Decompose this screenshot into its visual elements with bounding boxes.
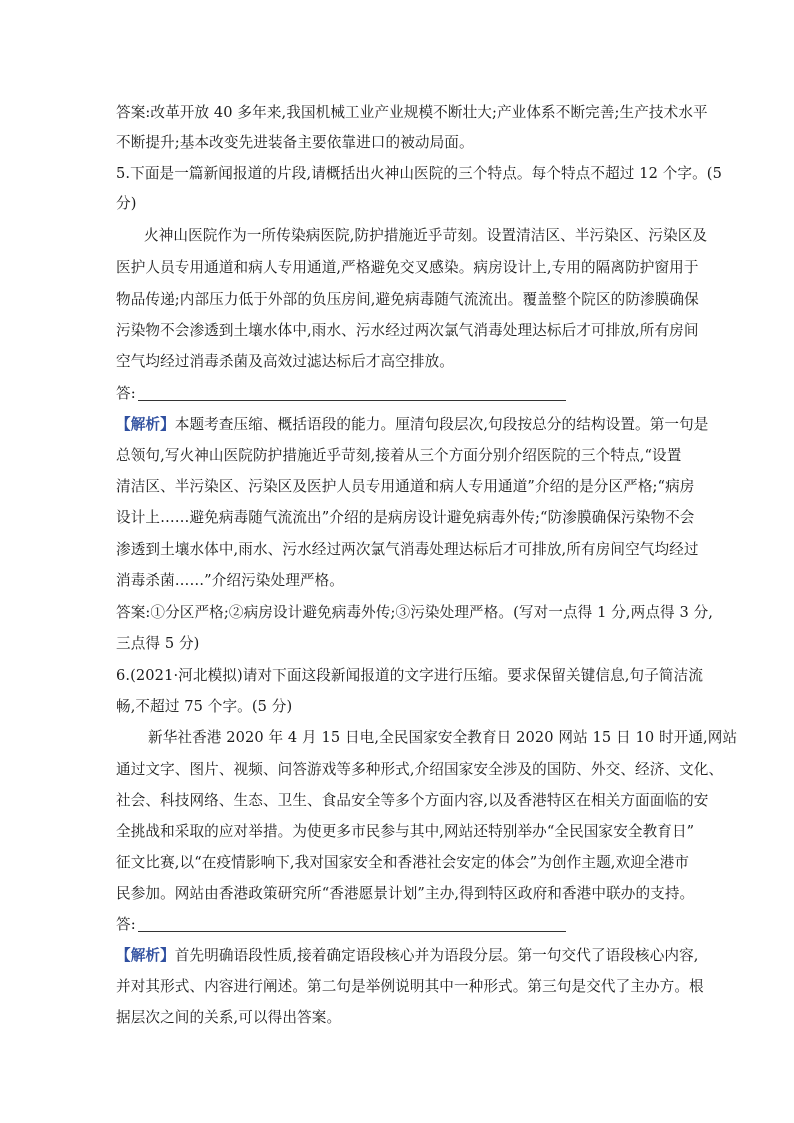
- q5-answer-line: 答案:①分区严格;②病房设计避免病毒外传;③污染处理严格。(写对一点得 1 分,两点得 3 分,: [116, 604, 714, 621]
- q6-answer-field[interactable]: [116, 915, 686, 935]
- q5-analysis-line: 设计上……避免病毒随气流流出”介绍的是病房设计避免病毒外传;“防渗膜确保污染物不会: [116, 509, 695, 526]
- answer-blank-line: [138, 399, 566, 401]
- q6-analysis-line: 据层次之间的关系,可以得出答案。: [116, 1009, 342, 1026]
- answer-intro-line: 不断提升;基本改变先进装备主要依靠进口的被动局面。: [116, 134, 474, 151]
- q6-passage-line: 社会、科技网络、生态、卫生、食品安全等多个方面内容,以及香港特区在相关方面面临的安: [116, 792, 709, 809]
- q5-passage-line: 医护人员专用通道和病人专用通道,严格避免交叉感染。病房设计上,专用的隔离防护窗用于: [116, 259, 699, 276]
- q6-passage-line: 全挑战和采取的应对举措。为使更多市民参与其中,网站还特别举办“全民国家安全教育日”: [116, 823, 695, 840]
- q5-analysis-line: [116, 415, 709, 435]
- q5-answer-line: 三点得 5 分): [116, 635, 200, 652]
- q5-answer-field[interactable]: [116, 384, 686, 404]
- q6-passage-line: 通过文字、图片、视频、问答游戏等多种形式,介绍国家安全涉及的国防、外交、经济、文化、: [116, 761, 724, 778]
- q5-passage-line: 空气均经过消毒杀菌及高效过滤达标后才高空排放。: [116, 353, 454, 370]
- answer-blank-line: [138, 930, 566, 932]
- q5-passage-line: 污染物不会渗透到土壤水体中,雨水、污水经过两次氯气消毒处理达标后才可排放,所有房间: [116, 322, 699, 339]
- analysis-tag: 【解析】: [116, 947, 175, 964]
- q6-analysis-line: 并对其形式、内容进行阐述。第二句是举例说明其中一种形式。第三句是交代了主办方。根: [116, 978, 704, 995]
- q5-analysis-line: 渗透到土壤水体中,雨水、污水经过两次氯气消毒处理达标后才可排放,所有房间空气均经过: [116, 541, 699, 558]
- question-5-prompt: 5.下面是一篇新闻报道的片段,请概括出火神山医院的三个特点。每个特点不超过 12 个字。(5: [116, 165, 722, 182]
- question-6-prompt: 畅,不超过 75 个字。(5 分): [116, 698, 293, 715]
- question-6-prompt: 6.(2021·河北模拟)请对下面这段新闻报道的文字进行压缩。要求保留关键信息,句子简洁流: [116, 667, 704, 684]
- q6-passage-line: 新华社香港 2020 年 4 月 15 日电,全民国家安全教育日 2020 网站 15 日 10 时开通,网站: [148, 729, 738, 746]
- q5-analysis-line: 消毒杀菌……”介绍污染处理严格。: [116, 572, 344, 589]
- answer-label: 答:: [116, 916, 136, 933]
- q5-analysis-line: 总领句,写火神山医院防护措施近乎苛刻,接着从三个方面分别介绍医院的三个特点,“设置: [116, 447, 682, 464]
- q6-passage-line: 征文比赛,以“在疫情影响下,我对国家安全和香港社会安定的体会”为创作主题,欢迎全港市: [116, 854, 690, 871]
- q6-analysis-line: [116, 946, 699, 966]
- analysis-text: 首先明确语段性质,接着确定语段核心并为语段分层。第一句交代了语段核心内容,: [174, 947, 699, 964]
- answer-label: 答:: [116, 385, 136, 402]
- q6-passage-line: 民参加。网站由香港政策研究所“香港愿景计划”主办,得到特区政府和香港中联办的支持。: [116, 885, 695, 902]
- q5-analysis-line: 清洁区、半污染区、污染区及医护人员专用通道和病人专用通道”介绍的是分区严格;“病房: [116, 478, 695, 495]
- q5-passage-line: 物品传递;内部压力低于外部的负压房间,避免病毒随气流流出。覆盖整个院区的防渗膜确保: [116, 291, 699, 308]
- analysis-text: 本题考查压缩、概括语段的能力。厘清句段层次,句段按总分的结构设置。第一句是: [174, 416, 709, 433]
- answer-intro-line: 答案:改革开放 40 多年来,我国机械工业产业规模不断壮大;产业体系不断完善;生产技术水平: [116, 104, 708, 121]
- analysis-tag: 【解析】: [116, 416, 175, 433]
- q5-passage-line: 火神山医院作为一所传染病医院,防护措施近乎苛刻。设置清洁区、半污染区、污染区及: [144, 227, 708, 244]
- question-5-prompt: 分): [116, 195, 137, 212]
